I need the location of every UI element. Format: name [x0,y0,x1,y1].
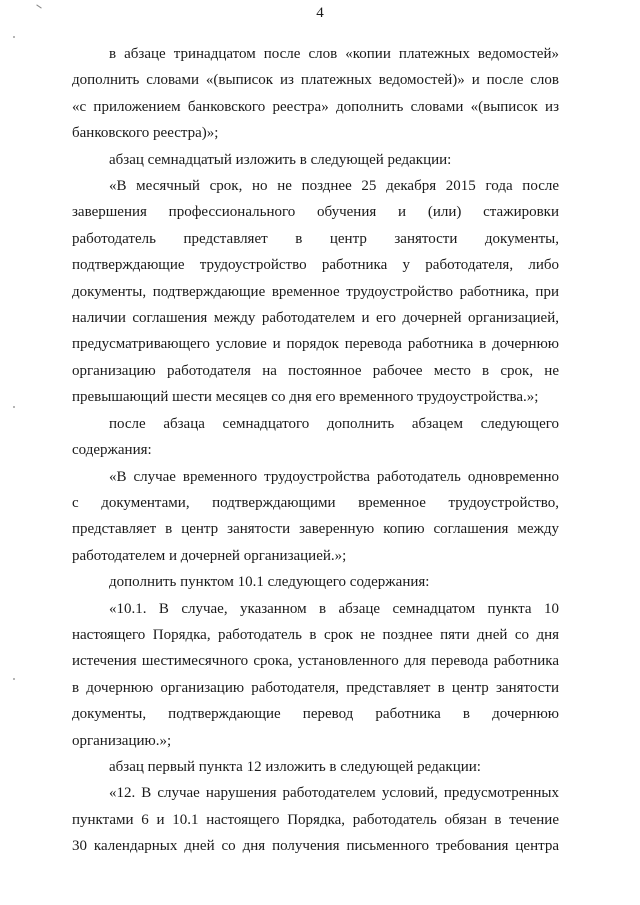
text-line: в дочернюю организацию работодателя, представляет в центр занятости [72,679,559,696]
page-number: 4 [316,5,324,21]
text-line: 30 календарных дней со дня получения письменного требования центра [72,838,559,855]
paragraph [72,780,559,859]
text-line: «с приложением банковского реестра» дополнить словами «(выписок из [72,98,559,115]
paragraph [72,411,559,464]
text-line: превышающий шести месяцев со дня его временного трудоустройства.»; [72,389,539,406]
text-line: представляет в центр занятости заверенную копию соглашения между [72,521,559,538]
text-line: документы, подтверждающие временное трудоустройство работника, при [72,283,559,300]
text-line: абзац первый пункта 12 изложить в следующей редакции: [109,758,481,775]
paragraph [72,754,559,780]
text-line: пунктами 6 и 10.1 настоящего Порядка, работодатель обязан в течение [72,811,559,828]
text-line: организацию работодателя на постоянное рабочее место в срок, не [72,362,559,379]
margin-dot [13,678,15,680]
text-line: «В случае временного трудоустройства работодатель одновременно [109,468,559,485]
text-line: в абзаце тринадцатом после слов «копии платежных ведомостей» [109,46,559,62]
paragraph [72,596,559,754]
text-line: истечения шестимесячного срока, установленного для перевода работника [72,653,559,670]
paragraph [72,569,559,595]
document-body [72,41,559,860]
text-line: работодатель представляет в центр занятости документы, [72,230,559,247]
text-line: дополнить словами «(выписок из платежных ведомостей)» и после слов [72,72,559,89]
text-line: «В месячный срок, но не позднее 25 декабря 2015 года после [109,178,559,195]
text-line: предусматривающего условие и порядок перевода работника в дочернюю [72,336,559,353]
text-line: «10.1. В случае, указанном в абзаце семнадцатом пункта 10 [109,600,559,617]
text-line: с документами, подтверждающими временное трудоустройство, [72,494,559,511]
text-line: после абзаца семнадцатого дополнить абзацем следующего [109,415,559,432]
paragraph [72,464,559,570]
text-line: дополнить пунктом 10.1 следующего содержания: [109,574,430,591]
margin-dot [13,406,15,408]
paragraph [72,173,559,411]
text-line: документы, подтверждающие перевод работника в дочернюю [72,706,559,723]
text-line: завершения профессионального обучения и (или) стажировки [72,204,559,221]
text-line: подтверждающие трудоустройство работника у работодателя, либо [72,257,559,274]
text-line: настоящего Порядка, работодатель в срок не позднее пяти дней со дня [72,626,559,643]
text-line: наличии соглашения между работодателем и его дочерней организацией, [72,310,559,327]
text-line: организацию.»; [72,732,172,749]
text-line: банковского реестра)»; [72,125,219,142]
paragraph [72,147,559,173]
text-line: «12. В случае нарушения работодателем условий, предусмотренных [109,785,559,802]
paragraph [72,41,559,147]
text-line: абзац семнадцатый изложить в следующей редакции: [109,151,452,168]
text-line: работодателем и дочерней организацией.»; [72,547,347,564]
text-line: содержания: [72,442,152,459]
margin-dot [13,36,15,38]
